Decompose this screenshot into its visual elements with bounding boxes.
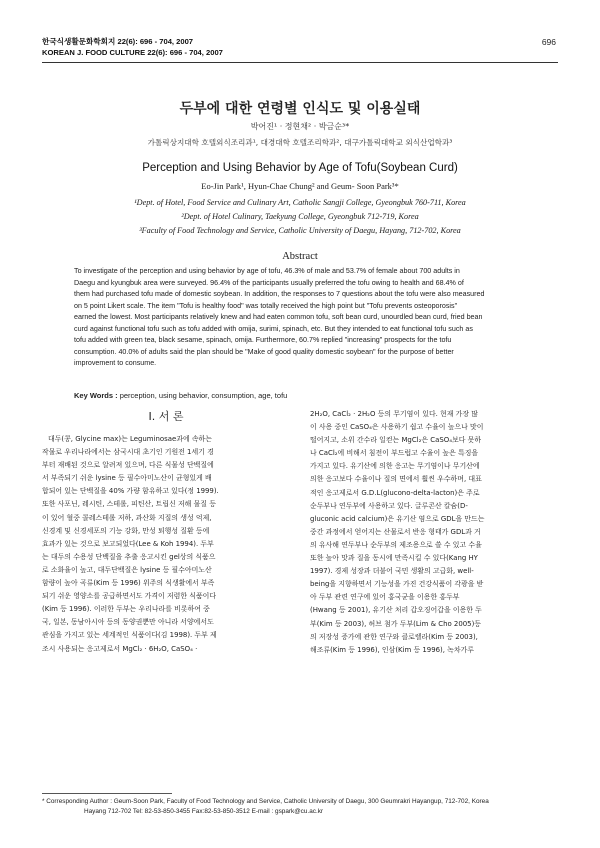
body-line: 조시 사용되는 응고제로서 MgCl₂ · 6H₂O, CaSO₄ ·	[42, 644, 198, 653]
body-line: 는 대두의 수용성 단백질을 추출 응고시킨 gel상의 식품으	[42, 552, 216, 561]
journal-name-korean: 한국식생활문화학회지 22(6): 696 - 704, 2007	[42, 37, 194, 46]
body-line: 효과가 있는 것으로 보고되었다(Lee & Koh 1994). 두부	[42, 539, 214, 548]
body-line: 1997). 경제 성장과 더불어 국민 생활의 고급화, well-	[310, 567, 474, 576]
body-line: 합되어 있는 단백질을 40% 가량 함유하고 있다(정 1999).	[42, 487, 219, 496]
abstract-line: them had purchased tofu made of domestic soybean. In addition, the responses to 7 questions about the tofu were also measured	[74, 290, 485, 298]
body-line: 부(Kim 등 2003), 허브 첨가 두부(Lim & Cho 2005)등	[310, 619, 481, 628]
footnote-line-author: * Corresponding Author : Geum-Soon Park, Faculty of Food Technology and Service, Catholic University of Daegu, 300 Geumrakri Hayangup, 712-702, Korea	[42, 798, 489, 805]
body-line: 작물로 우리나라에서는 삼국시대 초기인 기원전 1세기 경	[42, 448, 214, 457]
body-line: 이 있어 혈중 콜레스테롤 저하, 과산화 지질의 생성 억제,	[42, 513, 212, 522]
keywords-list: perception, using behavior, consumption, age, tofu	[117, 391, 288, 400]
header-rule	[42, 62, 558, 63]
body-line: gluconic acid calcium)은 유기산 염으로 GDL을 만드는	[310, 514, 485, 523]
body-line: 신경계 및 신경세포의 기능 강화, 만성 퇴행성 질환 등에	[42, 526, 210, 535]
footnote-rule	[42, 793, 172, 794]
abstract-line: tofu added with green tea, black sesame, spinach, omija. Furthermore, 60.7% replied "increasing" prospects for the tofu	[74, 336, 452, 344]
body-line: (Hwang 등 2001), 유기산 처리 갑오징어갑을 이용한 두	[310, 606, 482, 615]
body-line: (Kim 등 1996). 이러한 두부는 우리나라를 비롯하여 중	[42, 605, 210, 614]
body-column-left	[42, 433, 290, 656]
body-line: 중간 과정에서 얻어지는 산물로서 반응 형태가 GDL과 거	[310, 527, 481, 536]
affiliation-1: ¹Dept. of Hotel, Food Service and Culinary Art, Catholic Sangji College, Gyeongbuk 760-711, Korea	[134, 198, 466, 207]
body-line: 해조류(Kim 등 1996), 인삼(Kim 등 1996), 녹차가루	[310, 645, 474, 654]
body-line: 국, 일본, 동남아시아 등의 동양권뿐만 아니라 서양에서도	[42, 618, 214, 627]
keywords	[74, 391, 526, 400]
abstract-line: curd against functional tofu such as tofu added with omija, surimi, spinach, etc. But they intended to eat functional tofu such as	[74, 324, 473, 333]
body-line: 나 CaCl₂에 비해서 침전이 부드럽고 수율이 높은 특징을	[310, 449, 479, 458]
abstract-line: To investigate of the perception and using behavior by age of tofu, 46.3% of male and 53.7% of female about 700 adults in	[74, 267, 460, 275]
body-line: 부터 재배된 것으로 알려져 있으며, 다른 식물성 단백질에	[42, 461, 214, 470]
abstract-line: Daegu and kyungbuk area were surveyed. 96.4% of the participants usually preferred the tofu owing to health and 68.4% of	[74, 278, 464, 287]
journal-name-english: KOREAN J. FOOD CULTURE 22(6): 696 - 704, 2007	[42, 47, 223, 57]
authors-korean: 박어진¹ · 정현채² · 박금순³*	[250, 122, 350, 131]
journal-header	[42, 37, 223, 58]
body-line: 떨어지고, 소위 간수라 일컫는 MgCl₂은 CaSO₄보다 못하	[310, 436, 482, 445]
body-line: 되기 쉬운 영양소를 공급하면서도 가격이 저렴한 식품이다	[42, 592, 217, 601]
body-line: 순두부나 연두부에 사용하고 있다. 글루콘산 칼슘(D-	[310, 501, 468, 510]
body-line: 함량이 높아 곡류(Kim 등 1996) 위주의 식생활에서 부족	[42, 579, 215, 588]
affiliation-2: ²Dept. of Hotel Culinary, Taekyung College, Gyeongbuk 712-719, Korea	[181, 212, 419, 221]
body-line: 서 부족되기 쉬운 lysine 등 필수아미노산이 균형있게 배	[42, 474, 212, 483]
body-line: 2H₂O, CaCl₂ · 2H₂O 등의 무기염이 있다. 현재 가장 많	[310, 410, 478, 418]
body-line: 관심을 가지고 있는 세계적인 식품이다(김 1998). 두부 제	[42, 631, 217, 640]
title-english: Perception and Using Behavior by Age of Tofu(Soybean Curd)	[142, 162, 458, 174]
footnote	[42, 797, 558, 816]
page-number: 696	[541, 37, 556, 47]
abstract-line: improvement to consume.	[74, 359, 157, 367]
title-korean: 두부에 대한 연령별 인식도 및 이용실태	[179, 101, 421, 117]
affiliation-3: ³Faculty of Food Technology and Service, Catholic University of Daegu, Hayang, 712-702, Korea	[139, 226, 461, 235]
abstract-line: consumption. 40.0% of adults said the plan should be "Make of good quality domestic soybean" for the purpose of better	[74, 347, 454, 356]
body-line: 의 유사해 연두부나 순두부의 제조용으로 쓸 수 있고 수율	[310, 540, 482, 549]
body-line: 또한 사포닌, 레시틴, 스테롤, 피틴산, 트립신 저해 물질 등	[42, 500, 216, 509]
keywords-label: Key Words :	[74, 391, 118, 400]
body-line: 의 저장성 증가에 관한 연구와 클로렐라(Kim 등 2003),	[310, 632, 478, 641]
abstract-line: on 5 point Likert scale. The item "Tofu is healthy food" was totally received the high point but "Tofu prevents osteoporosis"	[74, 301, 458, 310]
section-heading-introduction: I. 서 론	[148, 410, 184, 423]
body-line: 이 사용 중인 CaSO₄은 사용하기 쉽고 수율이 높으나 맛이	[310, 423, 484, 432]
footnote-line-contact: Hayang 712-702 Tel: 82-53-850-3455 Fax:82-53-850-3512 E-mail : gspark@cu.ac.kr	[84, 807, 324, 815]
authors-english: Eo-Jin Park¹, Hyun-Chae Chung² and Geum- Soon Park³*	[201, 181, 399, 191]
body-line: 가지고 있다. 유기산에 의한 응고는 무기염이나 무기산에	[310, 462, 480, 471]
body-column-right	[310, 408, 558, 657]
body-line: 대두(콩, Glycine max)는 Leguminosae과에 속하는	[48, 435, 212, 443]
affiliations-korean: 가톨릭상지대학 호텔외식조리과¹, 대경대학 호텔조리학과², 대구가톨릭대학교 외식산업학과³	[147, 138, 453, 147]
body-line: 아 두부 관련 연구에 있어 홍국균을 이용한 홍두부	[310, 593, 460, 602]
body-line: 의한 응고보다 수율이나 질의 면에서 훨씬 우수하며, 대표	[310, 475, 482, 484]
abstract-heading: Abstract	[282, 251, 318, 262]
abstract-line: earned the lowest. Most participants relatively knew and had eaten common tofu, soft bean curd, unourdled bean curd, fried bean	[74, 313, 483, 321]
body-line: 적인 응고제로서 G.D.L(glucono-delta-lacton)은 주로	[310, 488, 480, 497]
abstract-body	[74, 266, 526, 370]
body-line: being을 지향하면서 기능성을 가진 건강식품이 각광을 받	[310, 580, 484, 589]
body-line: 로 소화율이 높고, 대두단백질은 lysine 등 필수아미노산	[42, 565, 212, 574]
body-line: 또한 높아 맛과 질을 동시에 만족시킬 수 있다(Kang HY	[310, 554, 478, 563]
